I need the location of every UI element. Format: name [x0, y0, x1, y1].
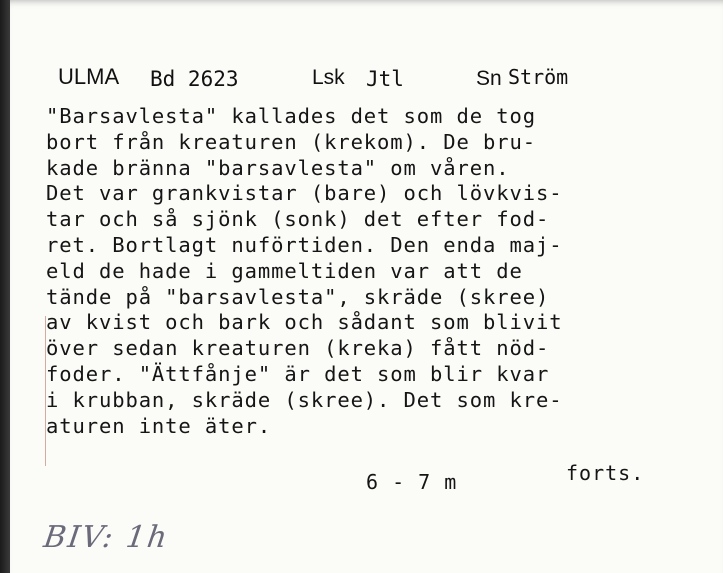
text-line: tände på "barsavlesta", skräde (skree)	[46, 284, 550, 309]
text-line: i krubban, skräde (skree). Det som kre-	[46, 387, 563, 412]
parish-label: Sn	[476, 67, 502, 90]
page-reference: 6 - 7 m	[366, 470, 458, 494]
province-value: Jtl	[366, 67, 404, 91]
text-line: eld de hade i gammeltiden var att de	[46, 258, 523, 283]
province-label: Lsk	[312, 66, 345, 89]
archive-code: ULMA	[58, 64, 120, 89]
scan-edge	[0, 0, 10, 573]
text-line: ret. Bortlagt nuförtiden. Den enda maj-	[46, 232, 563, 257]
text-line: kade bränna "barsavlesta" om våren.	[46, 155, 510, 180]
index-card	[10, 0, 723, 573]
record-number: Bd 2623	[150, 67, 239, 91]
text-line: bort från kreaturen (krekom). De bru-	[46, 129, 536, 154]
text-line: över sedan kreaturen (kreka) fått nöd-	[46, 336, 550, 361]
text-line: av kvist och bark och sådant som blivit	[46, 310, 563, 335]
text-line: foder. "Ättfånje" är det som blir kvar	[46, 361, 550, 386]
card-body-text	[46, 104, 706, 439]
text-line: Det var grankvistar (bare) och lövkvis-	[46, 181, 563, 206]
parish-value: Ström	[508, 65, 569, 89]
text-line: aturen inte äter.	[46, 413, 272, 438]
text-line: "Barsavlesta" kallades det som de tog	[46, 104, 536, 128]
text-line: tar och så sjönk (sonk) det efter fod-	[46, 207, 550, 232]
continued-note: forts.	[566, 461, 645, 485]
handwritten-signum: BIV: 1h	[41, 520, 172, 555]
